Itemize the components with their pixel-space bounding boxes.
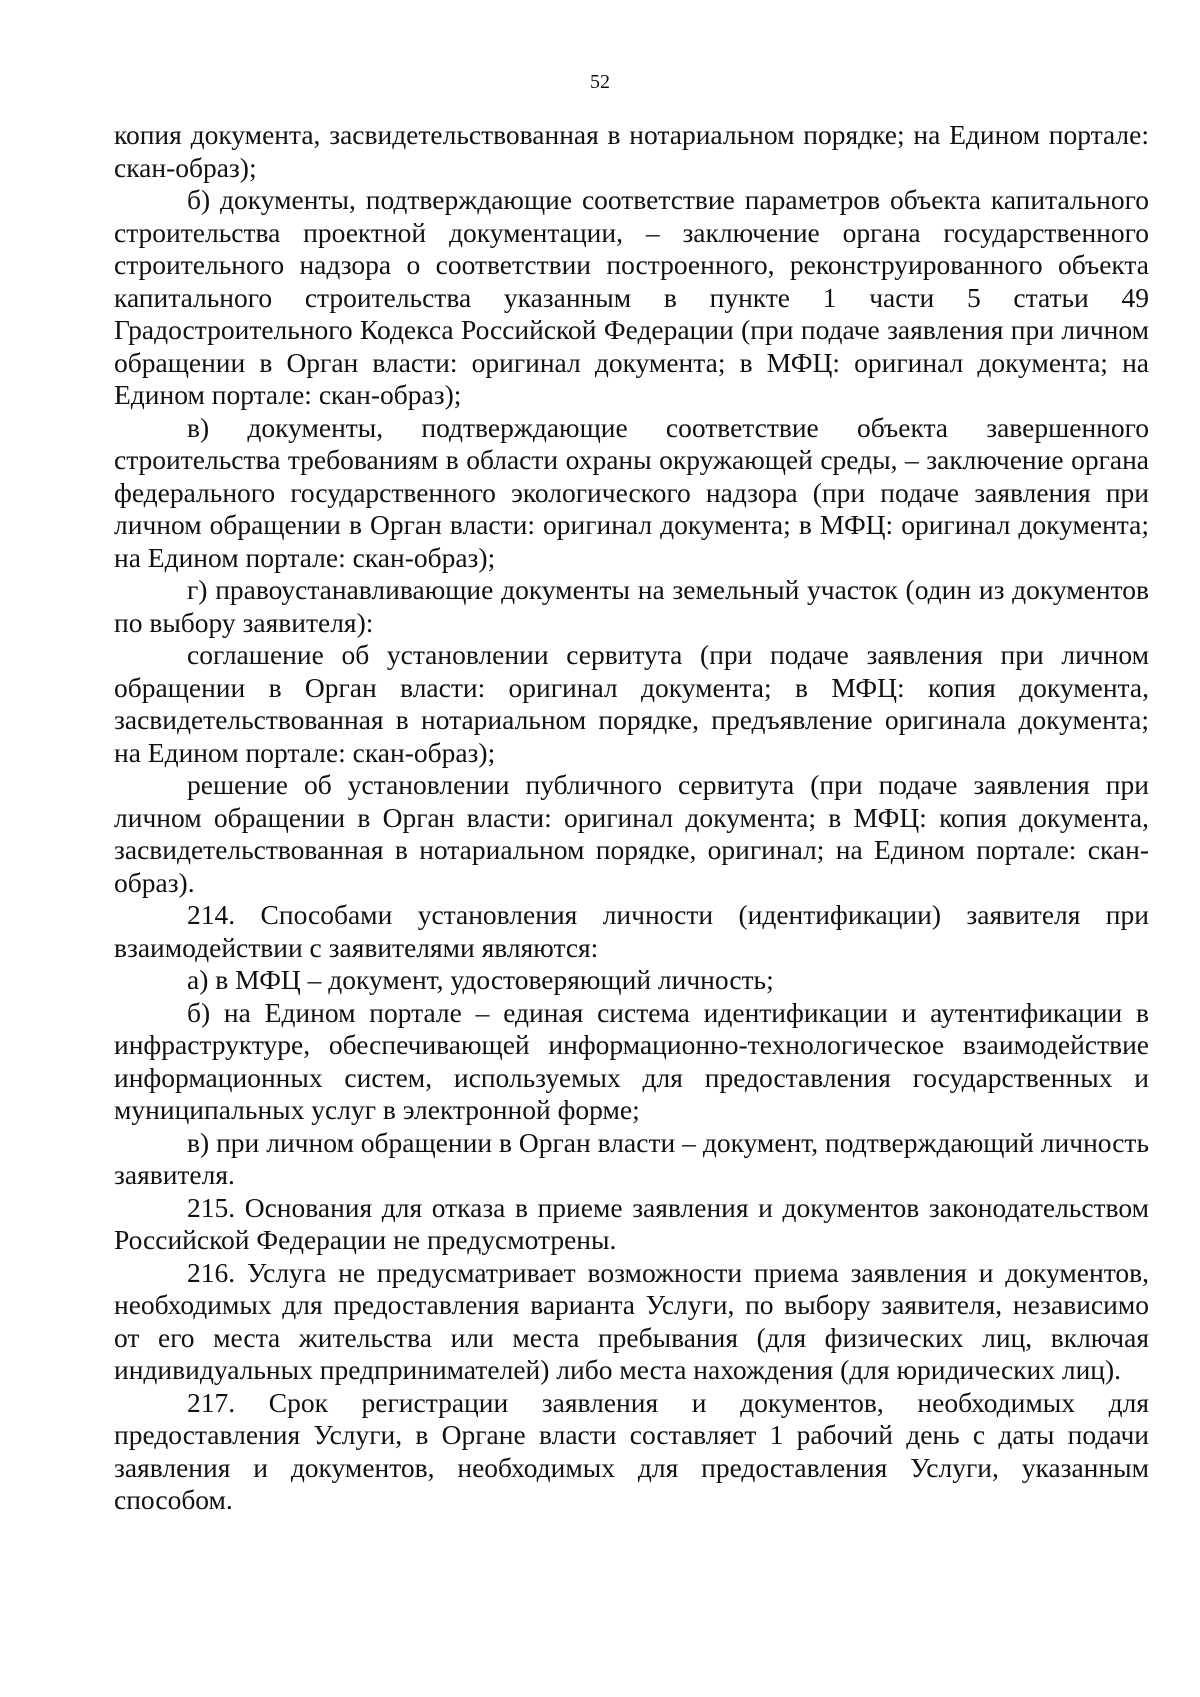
paragraph-214-a: а) в МФЦ – документ, удостоверяющий личность; [187,964,774,995]
paragraph-continuation: копия документа, засвидетельствованная в нотариальном порядке; на Едином портале: скан-образ); [114,119,1149,183]
page-number: 52 [590,71,610,93]
paragraph-servitude-agreement: соглашение об установлении сервитута (при подаче заявления при личном обращении в Орган власти: оригинал документа; в МФЦ: копия документа, засвидетельствованная в нотариальном порядке, предъявление оригинала документа; на Едином портале: скан-образ); [114,639,1149,768]
document-body [114,119,1149,1517]
paragraph-215: 215. Основания для отказа в приеме заявления и документов законодательством Российской Федерации не предусмотрены. [114,1191,1149,1255]
paragraph-item-g-docs: г) правоустанавливающие документы на земельный участок (один из документов по выбору заявителя): [114,574,1149,638]
paragraph-public-servitude: решение об установлении публичного сервитута (при подаче заявления при личном обращении в Орган власти: оригинал документа; в МФЦ: копия документа, засвидетельствованная в нотариальном порядке, оригинал; на Едином портале: скан-образ). [114,769,1149,898]
paragraph-214-b: б) на Едином портале – единая система идентификации и аутентификации в инфраструктуре, обеспечивающей информационно-технологическое взаимодействие информационных систем, используемых для предоставления государственных и муниципальных услуг в электронной форме; [114,996,1149,1125]
paragraph-214: 214. Способами установления личности (идентификации) заявителя при взаимодействии с заявителями являются: [114,899,1149,963]
paragraph-217: 217. Срок регистрации заявления и документов, необходимых для предоставления Услуги, в Органе власти составляет 1 рабочий день с даты подачи заявления и документов, необходимых для предоставления Услуги, указанным способом. [114,1386,1149,1515]
paragraph-214-v: в) при личном обращении в Орган власти – документ, подтверждающий личность заявителя. [114,1126,1149,1190]
paragraph-216: 216. Услуга не предусматривает возможности приема заявления и документов, необходимых для предоставления варианта Услуги, по выбору заявителя, независимо от его места жительства или места пребывания (для физических лиц, включая индивидуальных предпринимателей) либо места нахождения (для юридических лиц). [114,1256,1149,1385]
paragraph-item-b-docs: б) документы, подтверждающие соответствие параметров объекта капитального строительства проектной документации, – заключение органа государственного строительного надзора о соответствии построенного, реконструированного объекта капитального строительства указанным в пункте 1 части 5 статьи 49 Градостроительного Кодекса Российской Федерации (при подаче заявления при личном обращении в Орган власти: оригинал документа; в МФЦ: оригинал документа; на Едином портале: скан-образ); [114,184,1149,410]
paragraph-item-v-docs: в) документы, подтверждающие соответствие объекта завершенного строительства требованиям в области охраны окружающей среды, – заключение органа федерального государственного экологического надзора (при подаче заявления при личном обращении в Орган власти: оригинал документа; в МФЦ: оригинал документа; на Едином портале: скан-образ); [114,411,1149,573]
